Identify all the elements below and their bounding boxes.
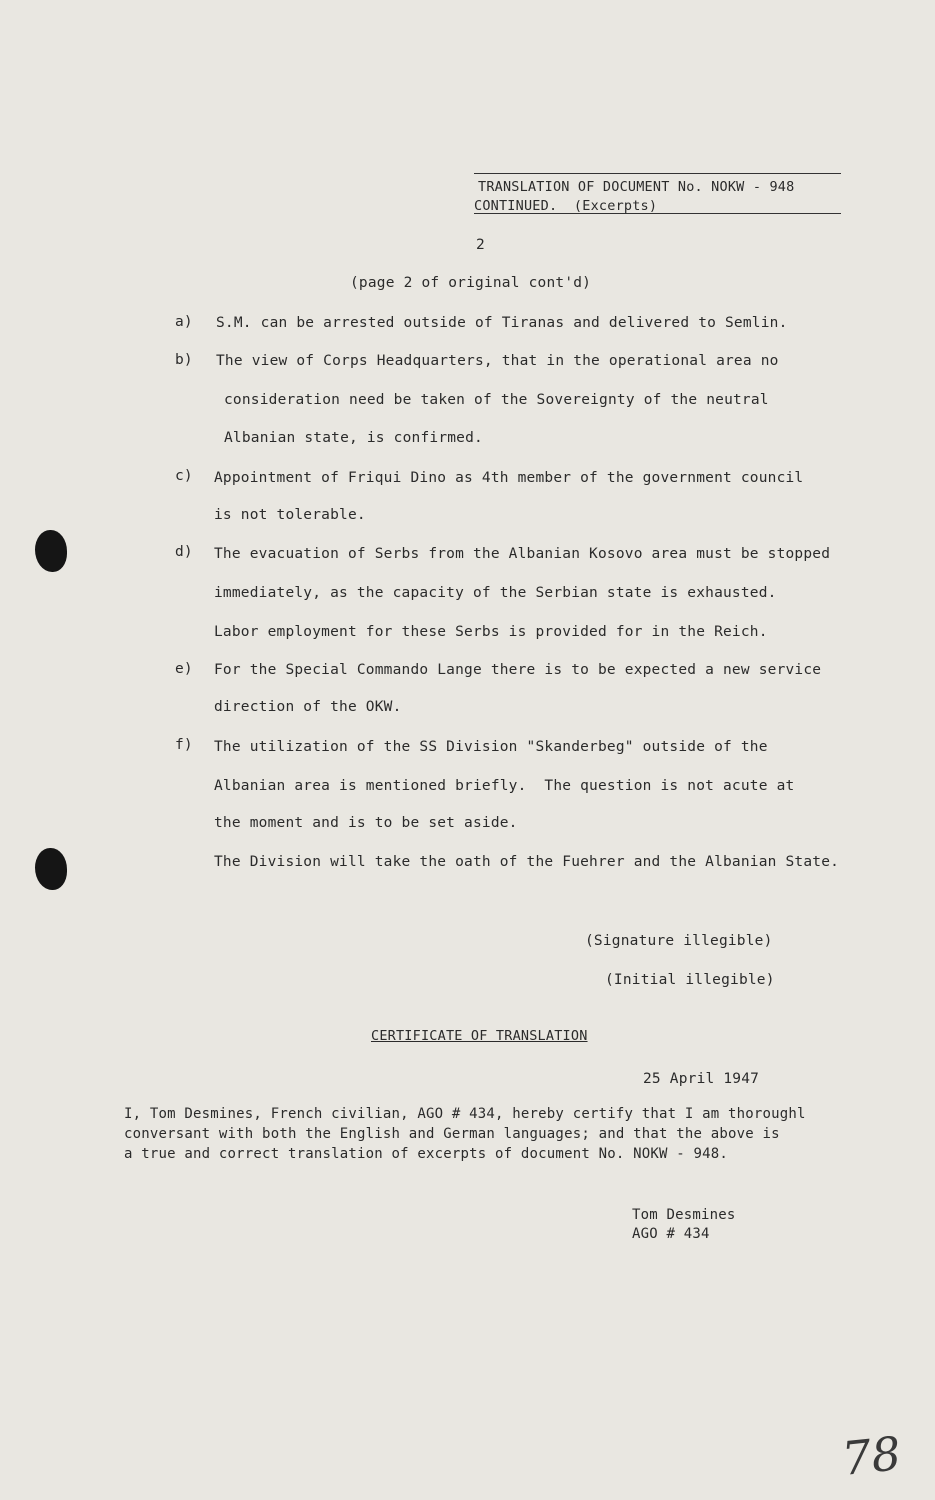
certificate-body-line-1: I, Tom Desmines, French civilian, AGO # 434, hereby certify that I am thoroughl bbox=[124, 1106, 806, 1122]
item-label-b: b) bbox=[175, 352, 193, 368]
certificate-body-line-3: a true and correct translation of excerpts of document No. NOKW - 948. bbox=[124, 1146, 729, 1162]
item-f-line-4: The Division will take the oath of the Fuehrer and the Albanian State. bbox=[214, 854, 840, 870]
item-d-line-1: The evacuation of Serbs from the Albanian Kosovo area must be stopped bbox=[214, 546, 831, 562]
certificate-title: CERTIFICATE OF TRANSLATION bbox=[371, 1028, 588, 1044]
header-top-rule bbox=[474, 173, 841, 174]
initial-illegible: (Initial illegible) bbox=[605, 972, 775, 988]
item-a-line-1: S.M. can be arrested outside of Tiranas and delivered to Semlin. bbox=[216, 315, 788, 331]
page-number: 2 bbox=[476, 237, 485, 253]
punch-hole-top bbox=[35, 530, 67, 572]
header-title: TRANSLATION OF DOCUMENT No. NOKW - 948 bbox=[478, 179, 795, 195]
signer-id: AGO # 434 bbox=[632, 1226, 710, 1242]
punch-hole-bottom bbox=[35, 848, 67, 890]
item-label-e: e) bbox=[175, 661, 193, 677]
certificate-date: 25 April 1947 bbox=[643, 1071, 760, 1087]
header-subtitle: CONTINUED. (Excerpts) bbox=[474, 198, 658, 214]
page-note: (page 2 of original cont'd) bbox=[350, 275, 592, 291]
item-label-c: c) bbox=[175, 468, 193, 484]
certificate-body-line-2: conversant with both the English and German languages; and that the above is bbox=[124, 1126, 780, 1142]
item-f-line-3: the moment and is to be set aside. bbox=[214, 815, 518, 831]
item-label-a: a) bbox=[175, 314, 193, 330]
header-bottom-rule bbox=[474, 213, 841, 214]
item-f-line-2: Albanian area is mentioned briefly. The question is not acute at bbox=[214, 778, 795, 794]
item-e-line-1: For the Special Commando Lange there is to be expected a new service bbox=[214, 662, 822, 678]
handwritten-page-number: 78 bbox=[839, 1426, 904, 1486]
item-b-line-3: Albanian state, is confirmed. bbox=[224, 430, 483, 446]
item-d-line-3: Labor employment for these Serbs is provided for in the Reich. bbox=[214, 624, 768, 640]
item-label-d: d) bbox=[175, 544, 193, 560]
item-c-line-1: Appointment of Friqui Dino as 4th member of the government council bbox=[214, 470, 804, 486]
item-d-line-2: immediately, as the capacity of the Serbian state is exhausted. bbox=[214, 585, 777, 601]
item-f-line-1: The utilization of the SS Division "Skanderbeg" outside of the bbox=[214, 739, 768, 755]
item-e-line-2: direction of the OKW. bbox=[214, 699, 402, 715]
item-c-line-2: is not tolerable. bbox=[214, 507, 366, 523]
signer-name: Tom Desmines bbox=[632, 1207, 736, 1223]
item-label-f: f) bbox=[175, 737, 193, 753]
item-b-line-2: consideration need be taken of the Sovereignty of the neutral bbox=[224, 392, 769, 408]
signature-illegible: (Signature illegible) bbox=[585, 933, 773, 949]
item-b-line-1: The view of Corps Headquarters, that in the operational area no bbox=[216, 353, 779, 369]
